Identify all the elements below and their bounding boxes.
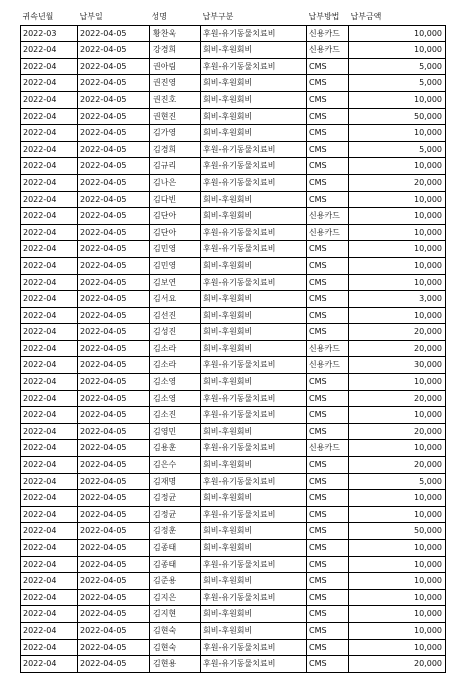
payment-type-cell: 후원-유기동물치료비: [201, 656, 307, 673]
header-attribution-month: 귀속년월: [21, 9, 78, 25]
payment-type-cell: 후원-유기동물치료비: [201, 357, 307, 374]
payment-date-cell: 2022-04-05: [78, 606, 150, 623]
payment-method-cell: CMS: [307, 274, 349, 291]
payment-date-cell: 2022-04-05: [78, 622, 150, 639]
payment-amount-cell: 10,000: [349, 440, 446, 457]
payment-method-cell: CMS: [307, 606, 349, 623]
name-cell: 김현숙: [150, 622, 201, 639]
payment-method-cell: CMS: [307, 158, 349, 175]
payment-date-cell: 2022-04-05: [78, 324, 150, 341]
name-cell: 황찬욱: [150, 25, 201, 42]
name-cell: 김소진: [150, 407, 201, 424]
payment-amount-cell: 10,000: [349, 540, 446, 557]
payment-type-cell: 후원-유기동물치료비: [201, 473, 307, 490]
payment-amount-cell: 20,000: [349, 656, 446, 673]
payment-method-cell: CMS: [307, 58, 349, 75]
payment-amount-cell: 10,000: [349, 307, 446, 324]
payment-amount-cell: 20,000: [349, 174, 446, 191]
payment-date-cell: 2022-04-05: [78, 639, 150, 656]
header-payment-method: 납부방법: [307, 9, 349, 25]
payment-date-cell: 2022-04-05: [78, 307, 150, 324]
name-cell: 김현용: [150, 656, 201, 673]
name-cell: 김다빈: [150, 191, 201, 208]
payment-amount-cell: 3,000: [349, 291, 446, 308]
payment-amount-cell: 10,000: [349, 556, 446, 573]
payment-amount-cell: 5,000: [349, 473, 446, 490]
payment-amount-cell: 20,000: [349, 423, 446, 440]
payment-amount-cell: 10,000: [349, 191, 446, 208]
table-row: [21, 390, 446, 407]
table-row: [21, 307, 446, 324]
name-cell: 권진영: [150, 75, 201, 92]
name-cell: 김정균: [150, 506, 201, 523]
payment-amount-cell: 10,000: [349, 25, 446, 42]
payment-method-cell: CMS: [307, 191, 349, 208]
table-row: [21, 589, 446, 606]
payment-method-cell: CMS: [307, 91, 349, 108]
attribution-month-cell: 2022-04: [21, 141, 78, 158]
name-cell: 김은수: [150, 457, 201, 474]
attribution-month-cell: 2022-04: [21, 656, 78, 673]
payment-date-cell: 2022-04-05: [78, 573, 150, 590]
attribution-month-cell: 2022-04: [21, 473, 78, 490]
table-row: [21, 407, 446, 424]
payment-type-cell: 후원-유기동물치료비: [201, 174, 307, 191]
payment-type-cell: 후원-유기동물치료비: [201, 440, 307, 457]
name-cell: 김보연: [150, 274, 201, 291]
payment-date-cell: 2022-04-05: [78, 241, 150, 258]
payment-date-cell: 2022-04-05: [78, 656, 150, 673]
payment-method-cell: CMS: [307, 423, 349, 440]
table-row: [21, 158, 446, 175]
attribution-month-cell: 2022-03: [21, 25, 78, 42]
name-cell: 김지은: [150, 589, 201, 606]
payment-date-cell: 2022-04-05: [78, 374, 150, 391]
payment-date-cell: 2022-04-05: [78, 540, 150, 557]
payment-amount-cell: 50,000: [349, 108, 446, 125]
payment-type-cell: 회비-후원회비: [201, 191, 307, 208]
attribution-month-cell: 2022-04: [21, 58, 78, 75]
payment-amount-cell: 5,000: [349, 75, 446, 92]
name-cell: 김단아: [150, 208, 201, 225]
table-row: [21, 357, 446, 374]
payment-amount-cell: 10,000: [349, 374, 446, 391]
name-cell: 김선진: [150, 307, 201, 324]
payment-method-cell: CMS: [307, 506, 349, 523]
attribution-month-cell: 2022-04: [21, 75, 78, 92]
table-row: [21, 656, 446, 673]
attribution-month-cell: 2022-04: [21, 540, 78, 557]
table-row: [21, 324, 446, 341]
header-payment-type: 납부구분: [201, 9, 307, 25]
payment-amount-cell: 5,000: [349, 141, 446, 158]
payment-type-cell: 회비-후원회비: [201, 523, 307, 540]
payment-type-cell: 후원-유기동물치료비: [201, 390, 307, 407]
name-cell: 김성진: [150, 324, 201, 341]
table-row: [21, 573, 446, 590]
table-row: [21, 340, 446, 357]
payment-date-cell: 2022-04-05: [78, 390, 150, 407]
table-body: [21, 25, 446, 672]
payment-amount-cell: 10,000: [349, 506, 446, 523]
name-cell: 김소라: [150, 357, 201, 374]
attribution-month-cell: 2022-04: [21, 506, 78, 523]
table-row: [21, 25, 446, 42]
payment-type-cell: 후원-유기동물치료비: [201, 224, 307, 241]
payment-method-cell: CMS: [307, 490, 349, 507]
payment-method-cell: CMS: [307, 241, 349, 258]
name-cell: 김서요: [150, 291, 201, 308]
table-row: [21, 91, 446, 108]
table-row: [21, 374, 446, 391]
payment-sheet: [20, 9, 446, 673]
payment-method-cell: CMS: [307, 523, 349, 540]
payment-date-cell: 2022-04-05: [78, 340, 150, 357]
payment-amount-cell: 10,000: [349, 208, 446, 225]
payment-method-cell: CMS: [307, 639, 349, 656]
payment-method-cell: CMS: [307, 656, 349, 673]
payment-amount-cell: 10,000: [349, 125, 446, 142]
payment-method-cell: 신용카드: [307, 42, 349, 59]
payment-amount-cell: 10,000: [349, 274, 446, 291]
payment-type-cell: 회비-후원회비: [201, 423, 307, 440]
payment-type-cell: 회비-후원회비: [201, 606, 307, 623]
payment-method-cell: 신용카드: [307, 224, 349, 241]
payment-date-cell: 2022-04-05: [78, 490, 150, 507]
payment-type-cell: 회비-후원회비: [201, 307, 307, 324]
payment-date-cell: 2022-04-05: [78, 291, 150, 308]
attribution-month-cell: 2022-04: [21, 191, 78, 208]
header-row: [21, 9, 446, 25]
attribution-month-cell: 2022-04: [21, 108, 78, 125]
table-row: [21, 274, 446, 291]
name-cell: 김정균: [150, 490, 201, 507]
payment-date-cell: 2022-04-05: [78, 158, 150, 175]
payment-method-cell: CMS: [307, 390, 349, 407]
payment-date-cell: 2022-04-05: [78, 274, 150, 291]
attribution-month-cell: 2022-04: [21, 589, 78, 606]
attribution-month-cell: 2022-04: [21, 440, 78, 457]
attribution-month-cell: 2022-04: [21, 241, 78, 258]
payment-method-cell: CMS: [307, 457, 349, 474]
name-cell: 김영민: [150, 423, 201, 440]
name-cell: 김나은: [150, 174, 201, 191]
table-row: [21, 440, 446, 457]
attribution-month-cell: 2022-04: [21, 357, 78, 374]
payment-amount-cell: 10,000: [349, 573, 446, 590]
payment-method-cell: CMS: [307, 573, 349, 590]
payment-type-cell: 후원-유기동물치료비: [201, 556, 307, 573]
payment-date-cell: 2022-04-05: [78, 25, 150, 42]
name-cell: 김소라: [150, 340, 201, 357]
payment-amount-cell: 10,000: [349, 622, 446, 639]
attribution-month-cell: 2022-04: [21, 291, 78, 308]
payment-type-cell: 후원-유기동물치료비: [201, 158, 307, 175]
name-cell: 권아림: [150, 58, 201, 75]
attribution-month-cell: 2022-04: [21, 340, 78, 357]
table-header: [21, 9, 446, 25]
payment-amount-cell: 10,000: [349, 42, 446, 59]
name-cell: 김종태: [150, 540, 201, 557]
payment-type-cell: 회비-후원회비: [201, 208, 307, 225]
payment-method-cell: 신용카드: [307, 208, 349, 225]
payment-date-cell: 2022-04-05: [78, 589, 150, 606]
table-row: [21, 540, 446, 557]
table-row: [21, 191, 446, 208]
payment-type-cell: 후원-유기동물치료비: [201, 241, 307, 258]
name-cell: 김준용: [150, 573, 201, 590]
payment-method-cell: 신용카드: [307, 25, 349, 42]
payment-type-cell: 회비-후원회비: [201, 75, 307, 92]
table-row: [21, 523, 446, 540]
attribution-month-cell: 2022-04: [21, 91, 78, 108]
payment-method-cell: CMS: [307, 407, 349, 424]
payment-method-cell: CMS: [307, 540, 349, 557]
table-row: [21, 639, 446, 656]
payment-type-cell: 회비-후원회비: [201, 291, 307, 308]
table-row: [21, 257, 446, 274]
payment-date-cell: 2022-04-05: [78, 440, 150, 457]
payment-amount-cell: 5,000: [349, 58, 446, 75]
table-row: [21, 556, 446, 573]
name-cell: 김민영: [150, 241, 201, 258]
attribution-month-cell: 2022-04: [21, 274, 78, 291]
attribution-month-cell: 2022-04: [21, 257, 78, 274]
payment-method-cell: CMS: [307, 473, 349, 490]
attribution-month-cell: 2022-04: [21, 324, 78, 341]
payment-type-cell: 후원-유기동물치료비: [201, 407, 307, 424]
table-row: [21, 174, 446, 191]
payment-date-cell: 2022-04-05: [78, 75, 150, 92]
payment-date-cell: 2022-04-05: [78, 407, 150, 424]
table-row: [21, 506, 446, 523]
name-cell: 김민영: [150, 257, 201, 274]
attribution-month-cell: 2022-04: [21, 622, 78, 639]
payment-date-cell: 2022-04-05: [78, 174, 150, 191]
payment-date-cell: 2022-04-05: [78, 141, 150, 158]
payment-date-cell: 2022-04-05: [78, 457, 150, 474]
payment-amount-cell: 30,000: [349, 357, 446, 374]
payment-type-cell: 회비-후원회비: [201, 257, 307, 274]
table-row: [21, 125, 446, 142]
payment-amount-cell: 10,000: [349, 224, 446, 241]
payment-type-cell: 후원-유기동물치료비: [201, 25, 307, 42]
payment-amount-cell: 20,000: [349, 340, 446, 357]
attribution-month-cell: 2022-04: [21, 556, 78, 573]
payment-date-cell: 2022-04-05: [78, 257, 150, 274]
payment-type-cell: 후원-유기동물치료비: [201, 506, 307, 523]
header-name: 성명: [150, 9, 201, 25]
attribution-month-cell: 2022-04: [21, 639, 78, 656]
payment-amount-cell: 20,000: [349, 324, 446, 341]
payment-date-cell: 2022-04-05: [78, 208, 150, 225]
payment-method-cell: 신용카드: [307, 340, 349, 357]
attribution-month-cell: 2022-04: [21, 457, 78, 474]
header-payment-date: 납부일: [78, 9, 150, 25]
table-row: [21, 42, 446, 59]
payment-type-cell: 회비-후원회비: [201, 573, 307, 590]
attribution-month-cell: 2022-04: [21, 158, 78, 175]
payment-date-cell: 2022-04-05: [78, 191, 150, 208]
payment-amount-cell: 50,000: [349, 523, 446, 540]
table-row: [21, 241, 446, 258]
payment-amount-cell: 10,000: [349, 407, 446, 424]
table-row: [21, 224, 446, 241]
attribution-month-cell: 2022-04: [21, 42, 78, 59]
table-row: [21, 473, 446, 490]
payment-type-cell: 회비-후원회비: [201, 91, 307, 108]
attribution-month-cell: 2022-04: [21, 374, 78, 391]
name-cell: 강경희: [150, 42, 201, 59]
payment-method-cell: CMS: [307, 174, 349, 191]
name-cell: 김정훈: [150, 523, 201, 540]
name-cell: 김지현: [150, 606, 201, 623]
payment-type-cell: 회비-후원회비: [201, 340, 307, 357]
table-row: [21, 490, 446, 507]
payment-amount-cell: 10,000: [349, 241, 446, 258]
payment-date-cell: 2022-04-05: [78, 125, 150, 142]
payment-amount-cell: 10,000: [349, 606, 446, 623]
attribution-month-cell: 2022-04: [21, 390, 78, 407]
payment-type-cell: 후원-유기동물치료비: [201, 274, 307, 291]
payment-method-cell: 신용카드: [307, 440, 349, 457]
payment-amount-cell: 10,000: [349, 490, 446, 507]
payment-type-cell: 후원-유기동물치료비: [201, 141, 307, 158]
name-cell: 김가영: [150, 125, 201, 142]
payment-type-cell: 후원-유기동물치료비: [201, 58, 307, 75]
payment-amount-cell: 20,000: [349, 390, 446, 407]
attribution-month-cell: 2022-04: [21, 490, 78, 507]
payment-date-cell: 2022-04-05: [78, 357, 150, 374]
payment-method-cell: CMS: [307, 556, 349, 573]
attribution-month-cell: 2022-04: [21, 224, 78, 241]
payment-type-cell: 회비-후원회비: [201, 125, 307, 142]
payment-amount-cell: 10,000: [349, 589, 446, 606]
payment-date-cell: 2022-04-05: [78, 506, 150, 523]
attribution-month-cell: 2022-04: [21, 423, 78, 440]
payment-method-cell: CMS: [307, 589, 349, 606]
attribution-month-cell: 2022-04: [21, 307, 78, 324]
payment-type-cell: 회비-후원회비: [201, 540, 307, 557]
attribution-month-cell: 2022-04: [21, 174, 78, 191]
name-cell: 김경희: [150, 141, 201, 158]
name-cell: 권진호: [150, 91, 201, 108]
payment-date-cell: 2022-04-05: [78, 523, 150, 540]
payment-method-cell: CMS: [307, 374, 349, 391]
payment-method-cell: CMS: [307, 125, 349, 142]
attribution-month-cell: 2022-04: [21, 573, 78, 590]
payment-type-cell: 회비-후원회비: [201, 374, 307, 391]
name-cell: 김종태: [150, 556, 201, 573]
table-row: [21, 75, 446, 92]
table-row: [21, 622, 446, 639]
payment-method-cell: CMS: [307, 291, 349, 308]
payment-amount-cell: 10,000: [349, 257, 446, 274]
payment-table: [20, 9, 446, 673]
table-row: [21, 208, 446, 225]
table-row: [21, 108, 446, 125]
table-row: [21, 291, 446, 308]
attribution-month-cell: 2022-04: [21, 407, 78, 424]
payment-type-cell: 회비-후원회비: [201, 108, 307, 125]
payment-amount-cell: 10,000: [349, 639, 446, 656]
name-cell: 김현숙: [150, 639, 201, 656]
payment-date-cell: 2022-04-05: [78, 108, 150, 125]
payment-type-cell: 회비-후원회비: [201, 490, 307, 507]
name-cell: 권현진: [150, 108, 201, 125]
payment-date-cell: 2022-04-05: [78, 556, 150, 573]
payment-method-cell: CMS: [307, 622, 349, 639]
payment-type-cell: 회비-후원회비: [201, 324, 307, 341]
attribution-month-cell: 2022-04: [21, 125, 78, 142]
payment-type-cell: 회비-후원회비: [201, 457, 307, 474]
payment-type-cell: 회비-후원회비: [201, 622, 307, 639]
header-payment-amount: 납부금액: [349, 9, 446, 25]
payment-type-cell: 후원-유기동물치료비: [201, 639, 307, 656]
payment-method-cell: CMS: [307, 307, 349, 324]
payment-type-cell: 후원-유기동물치료비: [201, 589, 307, 606]
payment-date-cell: 2022-04-05: [78, 42, 150, 59]
table-row: [21, 58, 446, 75]
payment-date-cell: 2022-04-05: [78, 224, 150, 241]
payment-amount-cell: 10,000: [349, 158, 446, 175]
payment-method-cell: CMS: [307, 141, 349, 158]
payment-method-cell: CMS: [307, 75, 349, 92]
payment-method-cell: 신용카드: [307, 357, 349, 374]
payment-amount-cell: 10,000: [349, 91, 446, 108]
table-row: [21, 457, 446, 474]
name-cell: 김용훈: [150, 440, 201, 457]
payment-date-cell: 2022-04-05: [78, 58, 150, 75]
attribution-month-cell: 2022-04: [21, 606, 78, 623]
payment-date-cell: 2022-04-05: [78, 423, 150, 440]
payment-amount-cell: 20,000: [349, 457, 446, 474]
name-cell: 김단아: [150, 224, 201, 241]
name-cell: 김규리: [150, 158, 201, 175]
payment-date-cell: 2022-04-05: [78, 473, 150, 490]
payment-method-cell: CMS: [307, 324, 349, 341]
table-row: [21, 606, 446, 623]
payment-date-cell: 2022-04-05: [78, 91, 150, 108]
name-cell: 김소영: [150, 374, 201, 391]
table-row: [21, 423, 446, 440]
payment-method-cell: CMS: [307, 257, 349, 274]
name-cell: 김소영: [150, 390, 201, 407]
name-cell: 김재명: [150, 473, 201, 490]
payment-method-cell: CMS: [307, 108, 349, 125]
attribution-month-cell: 2022-04: [21, 523, 78, 540]
table-row: [21, 141, 446, 158]
payment-type-cell: 회비-후원회비: [201, 42, 307, 59]
attribution-month-cell: 2022-04: [21, 208, 78, 225]
